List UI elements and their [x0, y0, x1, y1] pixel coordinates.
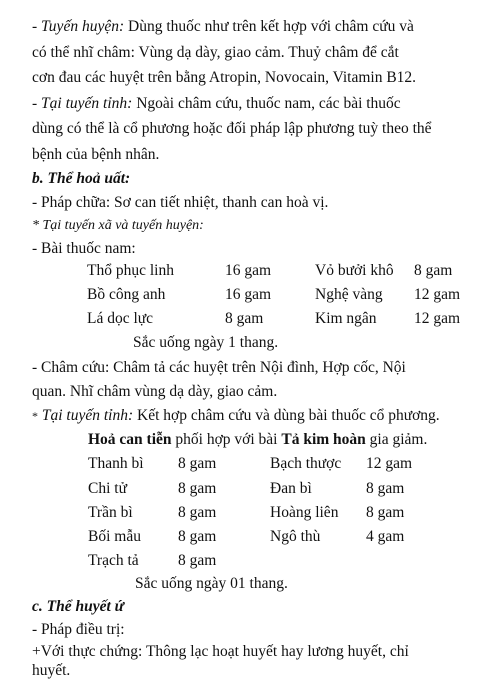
- herb-quantity: 8 gam: [366, 480, 405, 497]
- herb-quantity: 16 gam: [225, 286, 272, 303]
- paragraph-text: Kết hợp châm cứu và dùng bài thuốc cổ phương.: [137, 407, 440, 424]
- decoction-instruction-2: Sắc uống ngày 01 thang.: [135, 575, 288, 592]
- phap-dieu-tri-line: - Pháp điều trị:: [32, 621, 125, 638]
- paragraph-text: Dùng thuốc như trên kết hợp với châm cứu và: [128, 18, 414, 35]
- decoction-instruction: Sắc uống ngày 1 thang.: [133, 334, 279, 351]
- herb-name: Trần bì: [88, 504, 133, 521]
- herb-name: Bối mẫu: [88, 528, 141, 545]
- herb-name: Bồ công anh: [87, 286, 166, 303]
- herb-name: Ngô thù: [270, 528, 321, 545]
- paragraph-tuyen-tinh-line-3: bệnh của bệnh nhân.: [32, 146, 160, 163]
- herb-quantity: 8 gam: [178, 480, 217, 497]
- label-tai-tuyen-tinh: Tại tuyến tỉnh:: [41, 95, 133, 112]
- herb-quantity: 8 gam: [178, 528, 217, 545]
- herb-quantity: 12 gam: [414, 310, 461, 327]
- cham-cuu-line-2: quan. Nhĩ châm vùng dạ dày, giao cảm.: [32, 383, 278, 400]
- remedy-name: Hoả can tiễn: [88, 431, 172, 448]
- herb-quantity: 4 gam: [366, 528, 405, 545]
- herb-name: Chi tử: [88, 480, 127, 497]
- herb-quantity: 12 gam: [414, 286, 461, 303]
- herb-quantity: 8 gam: [225, 310, 264, 327]
- remedy-text: phối hợp với bài: [175, 431, 278, 448]
- herb-name: Đan bì: [270, 480, 312, 497]
- herb-quantity: 12 gam: [366, 455, 413, 472]
- tai-tuyen-xa-subheading: * Tại tuyến xã và tuyến huyện:: [32, 218, 204, 233]
- bai-thuoc-nam-heading: - Bài thuốc nam:: [32, 240, 136, 257]
- herb-quantity: 8 gam: [178, 552, 217, 569]
- herb-name: Bạch thược: [270, 455, 342, 472]
- herb-quantity: 8 gam: [414, 262, 453, 279]
- paragraph-tuyen-tinh-line-1: - Tại tuyến tỉnh: Ngoài châm cứu, thuốc nam, các bài thuốc: [32, 95, 401, 112]
- herb-name: Kim ngân: [315, 310, 377, 327]
- voi-thuc-chung-line-2: huyết.: [32, 662, 71, 679]
- paragraph-tuyen-huyen-line-2: có thể nhĩ châm: Vùng dạ dày, giao cảm. Thuỷ châm để cắt: [32, 44, 399, 61]
- herb-name: Nghệ vàng: [315, 286, 383, 303]
- paragraph-tuyen-tinh-line-2: dùng có thể là cổ phương hoặc đối pháp lập phương tuỳ theo thể: [32, 120, 432, 137]
- paragraph-tuyen-huyen-line-3: cơn đau các huyệt trên bằng Atropin, Novocain, Vitamin B12.: [32, 69, 417, 86]
- herb-name: Vỏ bưởi khô: [315, 262, 394, 279]
- herb-name: Thanh bì: [88, 455, 144, 472]
- remedy-formula-line: [88, 431, 427, 449]
- herb-name: Hoàng liên: [270, 504, 339, 521]
- label-tai-tuyen-tinh-2: Tại tuyến tỉnh:: [41, 407, 134, 424]
- herb-quantity: 8 gam: [178, 455, 217, 472]
- remedy-name-2: Tả kim hoàn: [281, 431, 366, 448]
- section-heading-c: c. Thể huyết ứ: [32, 598, 124, 615]
- herb-quantity: 16 gam: [225, 262, 272, 279]
- voi-thuc-chung-line-1: +Với thực chứng: Thông lạc hoạt huyết hay lương huyết, chỉ: [32, 643, 409, 660]
- paragraph-text: Ngoài châm cứu, thuốc nam, các bài thuốc: [136, 95, 401, 112]
- paragraph-tuyen-huyen-line-1: - Tuyến huyện: Dùng thuốc như trên kết hợp với châm cứu và: [32, 18, 414, 35]
- cham-cuu-line-1: - Châm cứu: Châm tả các huyệt trên Nội đình, Hợp cốc, Nội: [32, 359, 406, 376]
- section-heading-b: b. Thể hoả uất:: [32, 170, 131, 187]
- herb-name: Trạch tả: [88, 552, 139, 569]
- herb-quantity: 8 gam: [178, 504, 217, 521]
- tuyen-tinh-line: * Tại tuyến tỉnh: Kết hợp châm cứu và dùng bài thuốc cổ phương.: [32, 407, 440, 424]
- herb-name: Thổ phục linh: [87, 262, 174, 279]
- label-tuyen-huyen: Tuyến huyện:: [41, 18, 125, 35]
- phap-chua-line: - Pháp chữa: Sơ can tiết nhiệt, thanh can hoà vị.: [32, 194, 329, 211]
- herb-name: Lá dọc lực: [87, 310, 154, 327]
- herb-quantity: 8 gam: [366, 504, 405, 521]
- remedy-text-2: gia giảm.: [369, 431, 428, 448]
